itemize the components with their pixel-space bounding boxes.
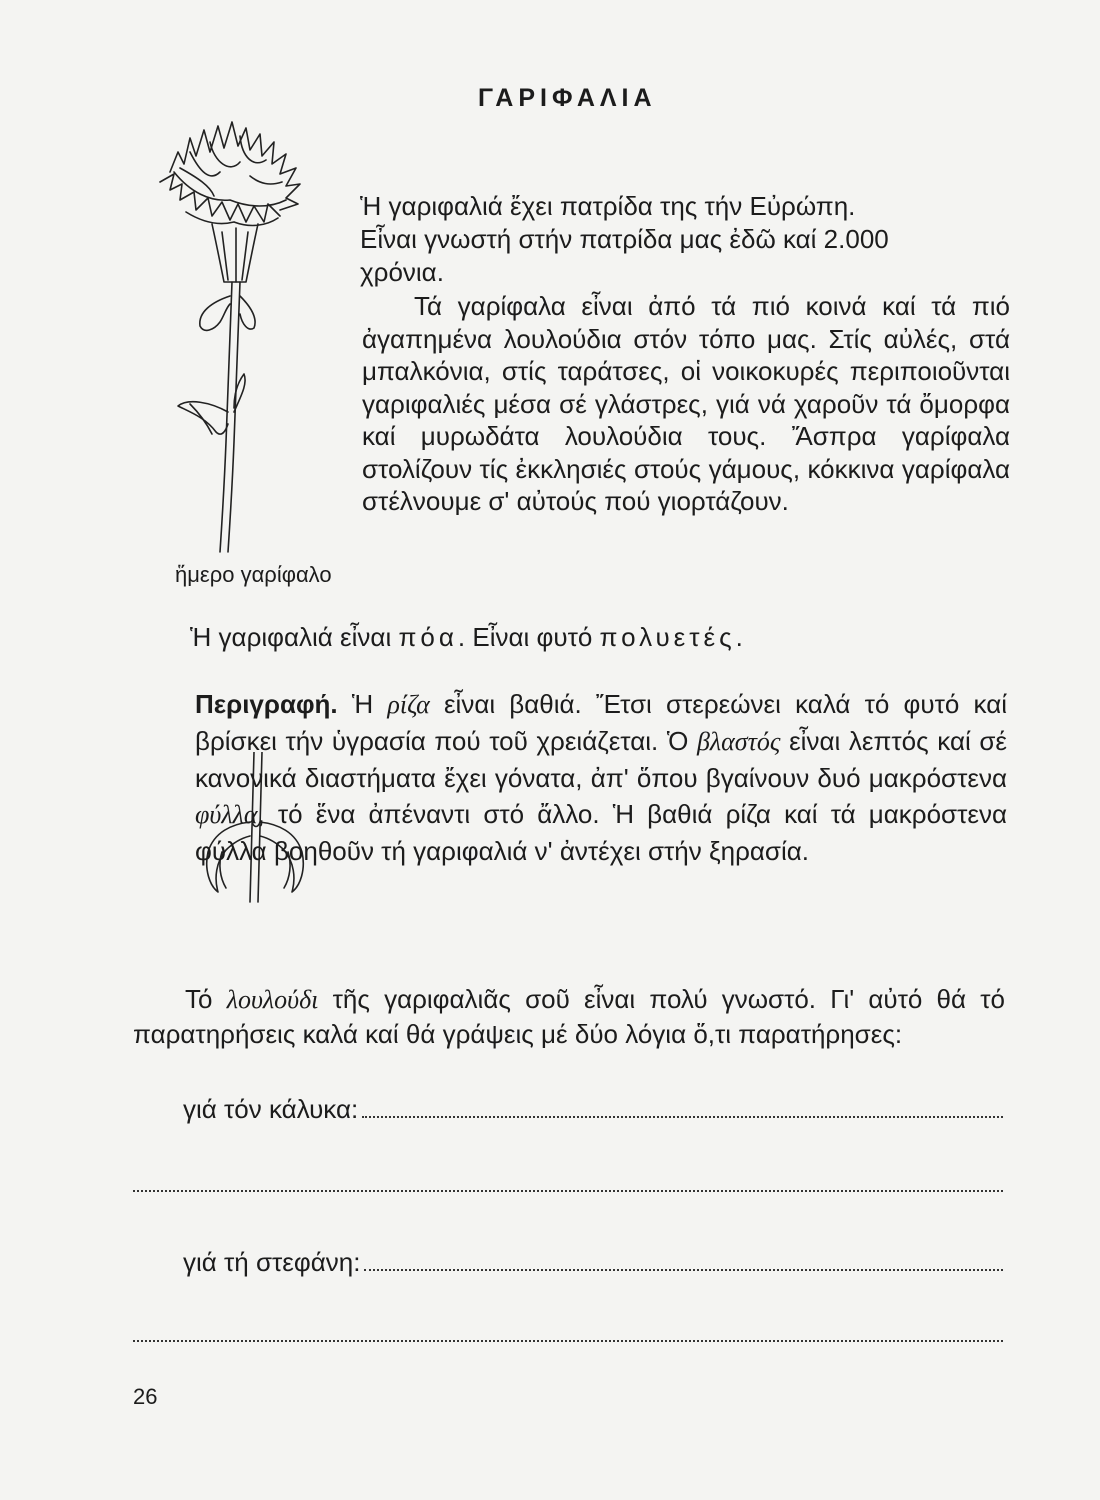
flower-paragraph: Τό λουλούδι τῆς γαριφαλιᾶς σοῦ εἶναι πολύ γνωστό. Γι' αὐτό θά τό παρατηρήσεις καλά καί θά γράψεις μέ δύο λόγια ὅ,τι παρατήρησες: [133,984,1005,1049]
intro-line-1: Ἡ γαριφαλιά ἔχει πατρίδα της τήν Εὐρώπη. [360,191,856,221]
term-flower: λουλούδι [226,985,319,1014]
page-number: 26 [133,1384,158,1409]
term-perennial: πολυετές [599,622,736,652]
carnation-illustration [150,112,350,562]
intro-line-2: Εἶναι γνωστή στήν πατρίδα μας ἐδῶ καί 2.000 [360,224,889,254]
term-stem: βλαστός [696,727,781,756]
intro-paragraph-1 [360,190,1010,289]
corolla-answer-line-2[interactable] [133,1338,1003,1342]
term-root: ρίζα [387,690,430,719]
intro-line-3: χρόνια. [360,257,444,287]
corolla-answer-row [183,1247,1003,1278]
calyx-answer-line-2[interactable] [133,1188,1003,1192]
corolla-label: γιά τή στεφάνη: [183,1247,361,1277]
description-heading: Περιγραφή. [195,689,338,719]
term-leaves: φύλλα [195,800,258,829]
page-title: ΓΑΡΙΦΑΛΙΑ [478,84,657,112]
calyx-answer-row [183,1094,1003,1125]
intro-paragraph-2: Τά γαρίφαλα εἶναι ἀπό τά πιό κοινά καί τά πιό ἀγαπημένα λουλούδια στόν τόπο μας. Στίς αὐλές, στά μπαλκόνια, στίς ταράτσες, οἱ νοικοκυρές περιποιοῦνται γαριφαλιές μέσα σέ γλάστρες, γιά νά χαροῦν τά ὄμορφα καί μυρωδάτα λουλούδια τους. Ἄσπρα γαρίφαλα στολίζουν τίς ἐκκλησιές στούς γάμους, κόκκινα γαρίφαλα στέλνουμε σ' αὐτούς πού γιορτάζουν. [362,291,1010,516]
calyx-label: γιά τόν κάλυκα: [183,1094,359,1124]
term-poa: πόα [398,622,458,652]
description-paragraph: Περιγραφή. Ἡ ρίζα εἶναι βαθιά. Ἔτσι στερεώνει καλά τό φυτό καί βρίσκει τήν ὑγρασία πού τοῦ χρειάζεται. Ὁ βλαστός εἶναι λεπτός καί σέ κανονικά διαστήματα ἔχει γόνατα, ἀπ' ὅπου βγαίνουν δυό μακρόστενα φύλλα, τό ἕνα ἀπέναντι στό ἄλλο. Ἡ βαθιά ρίζα καί τά μακρόστενα φύλλα βοηθοῦν τή γαριφαλιά ν' ἀντέχει στήν ξηρασία. [195,689,1008,866]
poa-sentence: Ἡ γαριφαλιά εἶναι πόα. Εἶναι φυτό πολυετές. [190,622,743,652]
corolla-answer-line[interactable] [364,1249,1003,1271]
illustration-caption: ἥμερο γαρίφαλο [175,562,332,587]
calyx-answer-line[interactable] [362,1096,1003,1118]
